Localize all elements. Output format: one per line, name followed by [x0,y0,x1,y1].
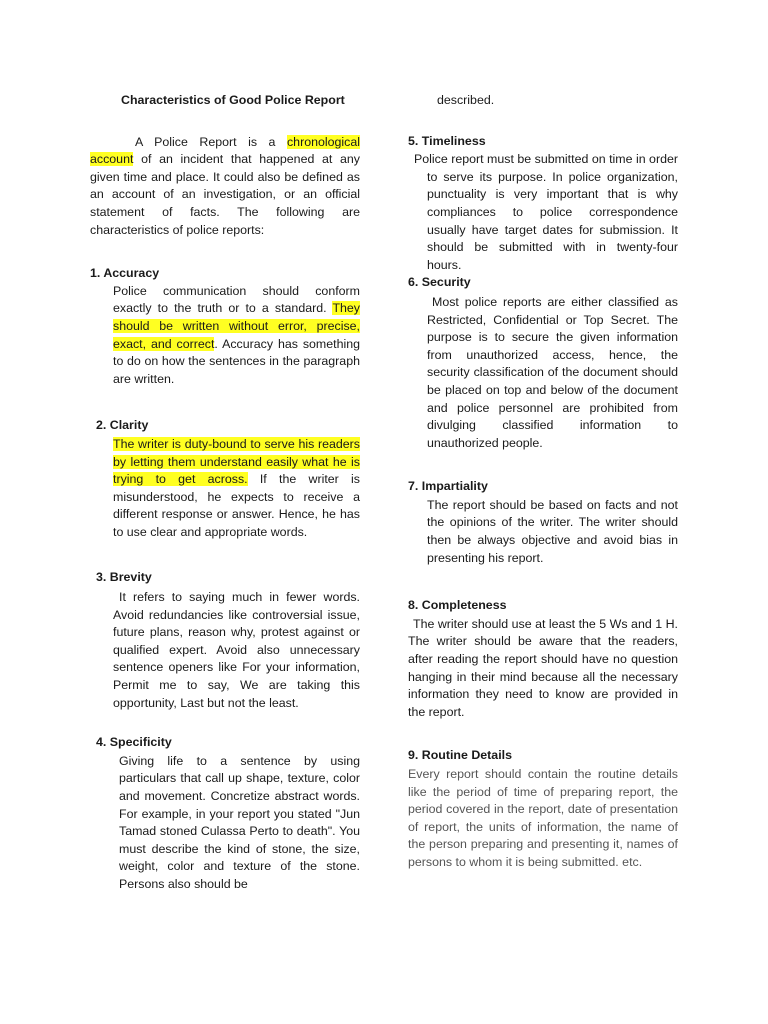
intro-highlight: chronological account [90,134,360,167]
intro-text-pre: A Police Report is a [135,134,287,149]
heading-brevity: 3. Brevity [96,570,152,585]
document-title: Characteristics of Good Police Report [121,93,345,107]
heading-security: 6. Security [408,275,471,290]
impartiality-paragraph: The report should be based on facts and not the opinions of the writer. The writer should then be always objective and avoid bias in presenting his report. [427,497,678,565]
heading-impartiality: 7. Impartiality [408,479,488,494]
clarity-text-post: If the writer is misunderstood, he expects to receive a different response or answer. Hence, he has to use clear and appropriate words. [113,472,360,539]
routine-details-paragraph: Every report should contain the routine details like the period of time of preparing report, the period covered in the report, date of presentation of report, the units of information, the name of the person preparing and presenting it, names of persons to whom it is being submitted. etc. [408,767,678,869]
completeness-paragraph: The writer should use at least the 5 Ws and 1 H. The writer should be aware that the readers, after reading the report should have no question hanging in their mind because all the necessary information they need to know are provided in the report. [408,616,678,719]
heading-routine-details: 9. Routine Details [408,748,512,763]
accuracy-highlight: They should be written without error, precise, exact, and correct [113,301,360,351]
security-paragraph: Most police reports are either classified as Restricted, Confidential or Top Secret. The purpose is to secure the given information from unauthorized access, hence, the security classification of the document should be placed on top and below of the document and police personnel are prohibited from divulging classified information to unauthorized people. [427,294,678,450]
specificity-continuation: described. [437,93,495,107]
heading-completeness: 8. Completeness [408,598,507,613]
brevity-paragraph: It refers to saying much in fewer words. Avoid redundancies like controversial issue, future plans, reason why, protest against or qualified expert. Avoid also unnecessary sentence openers like For your information, Permit me to say, We are taking this opportunity, Last but not the least. [113,590,360,710]
accuracy-text-pre: Police communication should conform exactly to the truth or to a standard. [113,283,360,316]
intro-paragraph [90,134,360,240]
heading-accuracy: 1. Accuracy [90,266,160,281]
clarity-paragraph [113,436,360,542]
specificity-paragraph: Giving life to a sentence by using particulars that call up shape, texture, color and movement. Concretize abstract words. For example, in your report you stated "Jun Tamad stoned Culassa Perto to death". You must describe the kind of stone, the size, weight, color and texture of the stone. Persons also should be [119,753,360,891]
accuracy-paragraph [113,283,360,389]
clarity-highlight: The writer is duty-bound to serve his readers by letting them understand easily what he is trying to get across. [113,436,360,487]
right-column [408,92,678,872]
heading-clarity: 2. Clarity [96,418,149,433]
accuracy-text-post: . Accuracy has something to do on how the sentences in the paragraph are written. [113,336,361,386]
intro-text-post: of an incident that happened at any given time and place. It could also be defined as an account of an investigation, or an official statement of facts. The following are characteristics of police reports: [90,152,360,237]
left-column [90,92,360,894]
timeliness-paragraph: Police report must be submitted on time in order to serve its purpose. In police organization, punctuality is very important that is why compliances to police correspondence usually have target dates for submission. It should be submitted with in twenty-four hours. [414,152,678,272]
heading-timeliness: 5. Timeliness [408,133,486,148]
heading-specificity: 4. Specificity [96,735,172,750]
